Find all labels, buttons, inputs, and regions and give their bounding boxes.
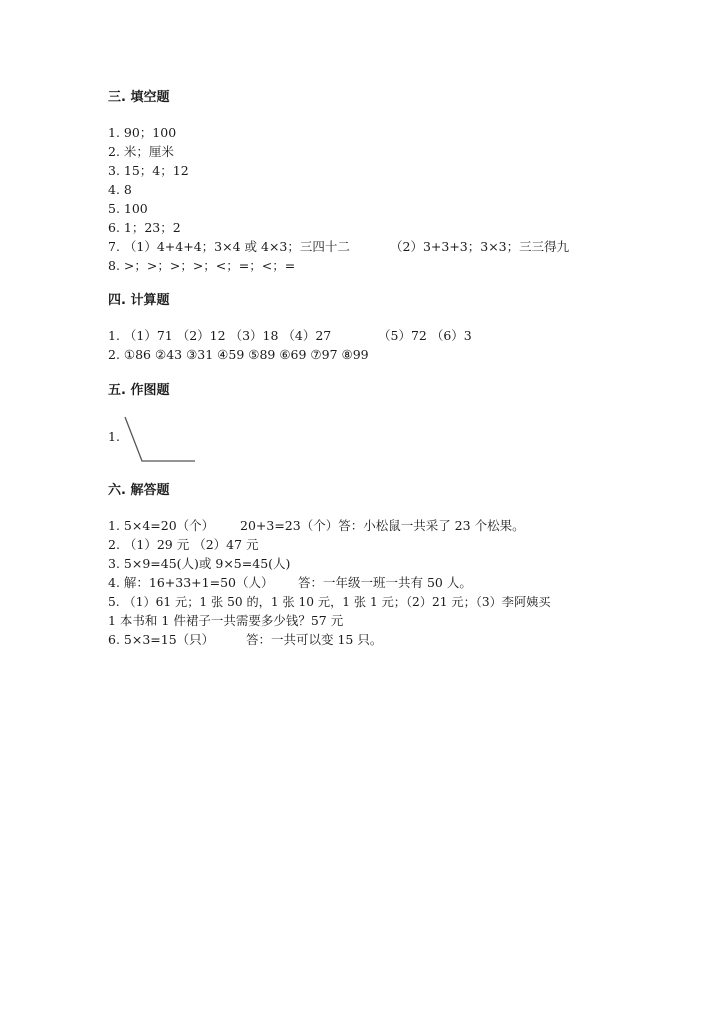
answer-line: 3. 15；4；12 [108,163,189,178]
section-heading-calc: 四. 计算题 [108,293,170,308]
answer-line [108,239,588,255]
figure-label: 1. [108,429,120,444]
angle-figure [120,412,200,467]
answer-line: 4. 8 [108,182,132,197]
answer-line [108,518,608,534]
answer-segment: （2）3+3+3；3×3；三三得九 [390,239,570,254]
answer-segment: 答：一共可以变 15 只。 [246,632,383,647]
section-heading-fill: 三. 填空题 [108,90,170,105]
answer-segment: 1. （1）71 （2）12 （3）18 （4）27 [108,328,332,343]
answer-line: 2. ①86 ②43 ③31 ④59 ⑤89 ⑥69 ⑦97 ⑧99 [108,347,369,362]
answer-segment: 20+3=23（个）答：小松鼠一共采了 23 个松果。 [240,518,525,533]
answer-line: 5. 100 [108,201,148,216]
answer-segment: 6. 5×3=15（只） [108,632,215,647]
answer-line: 1. 90；100 [108,125,177,140]
answer-segment: 答：一年级一班一共有 50 人。 [298,575,472,590]
answer-segment: 1. 5×4=20（个） [108,518,215,533]
section-heading-draw: 五. 作图题 [108,383,170,398]
answer-segment: 4. 解：16+33+1=50（人） [108,575,274,590]
answer-line: 3. 5×9=45(人)或 9×5=45(人) [108,556,291,571]
answer-line: 5. （1）61 元；1 张 50 的，1 张 10 元，1 张 1 元；（2）21 元；（3）李阿姨买 [108,595,551,609]
angle-lines [125,417,195,461]
answer-line: 2. （1）29 元 （2）47 元 [108,537,259,552]
answer-line: 1 本书和 1 件裙子一共需要多少钱？57 元 [108,613,344,628]
answer-line: 6. 1；23；2 [108,220,181,235]
section-heading-solve: 六. 解答题 [108,483,170,498]
answer-line [108,328,528,344]
answer-line: 8. >；>；>；>；<；=；<；= [108,258,296,273]
answer-line: 2. 米；厘米 [108,144,174,159]
answer-segment: （5）72 （6）3 [378,328,472,343]
answer-line [108,632,508,648]
answer-line [108,575,608,591]
answer-segment: 7. （1）4+4+4；3×4 或 4×3；三四十二 [108,239,350,254]
